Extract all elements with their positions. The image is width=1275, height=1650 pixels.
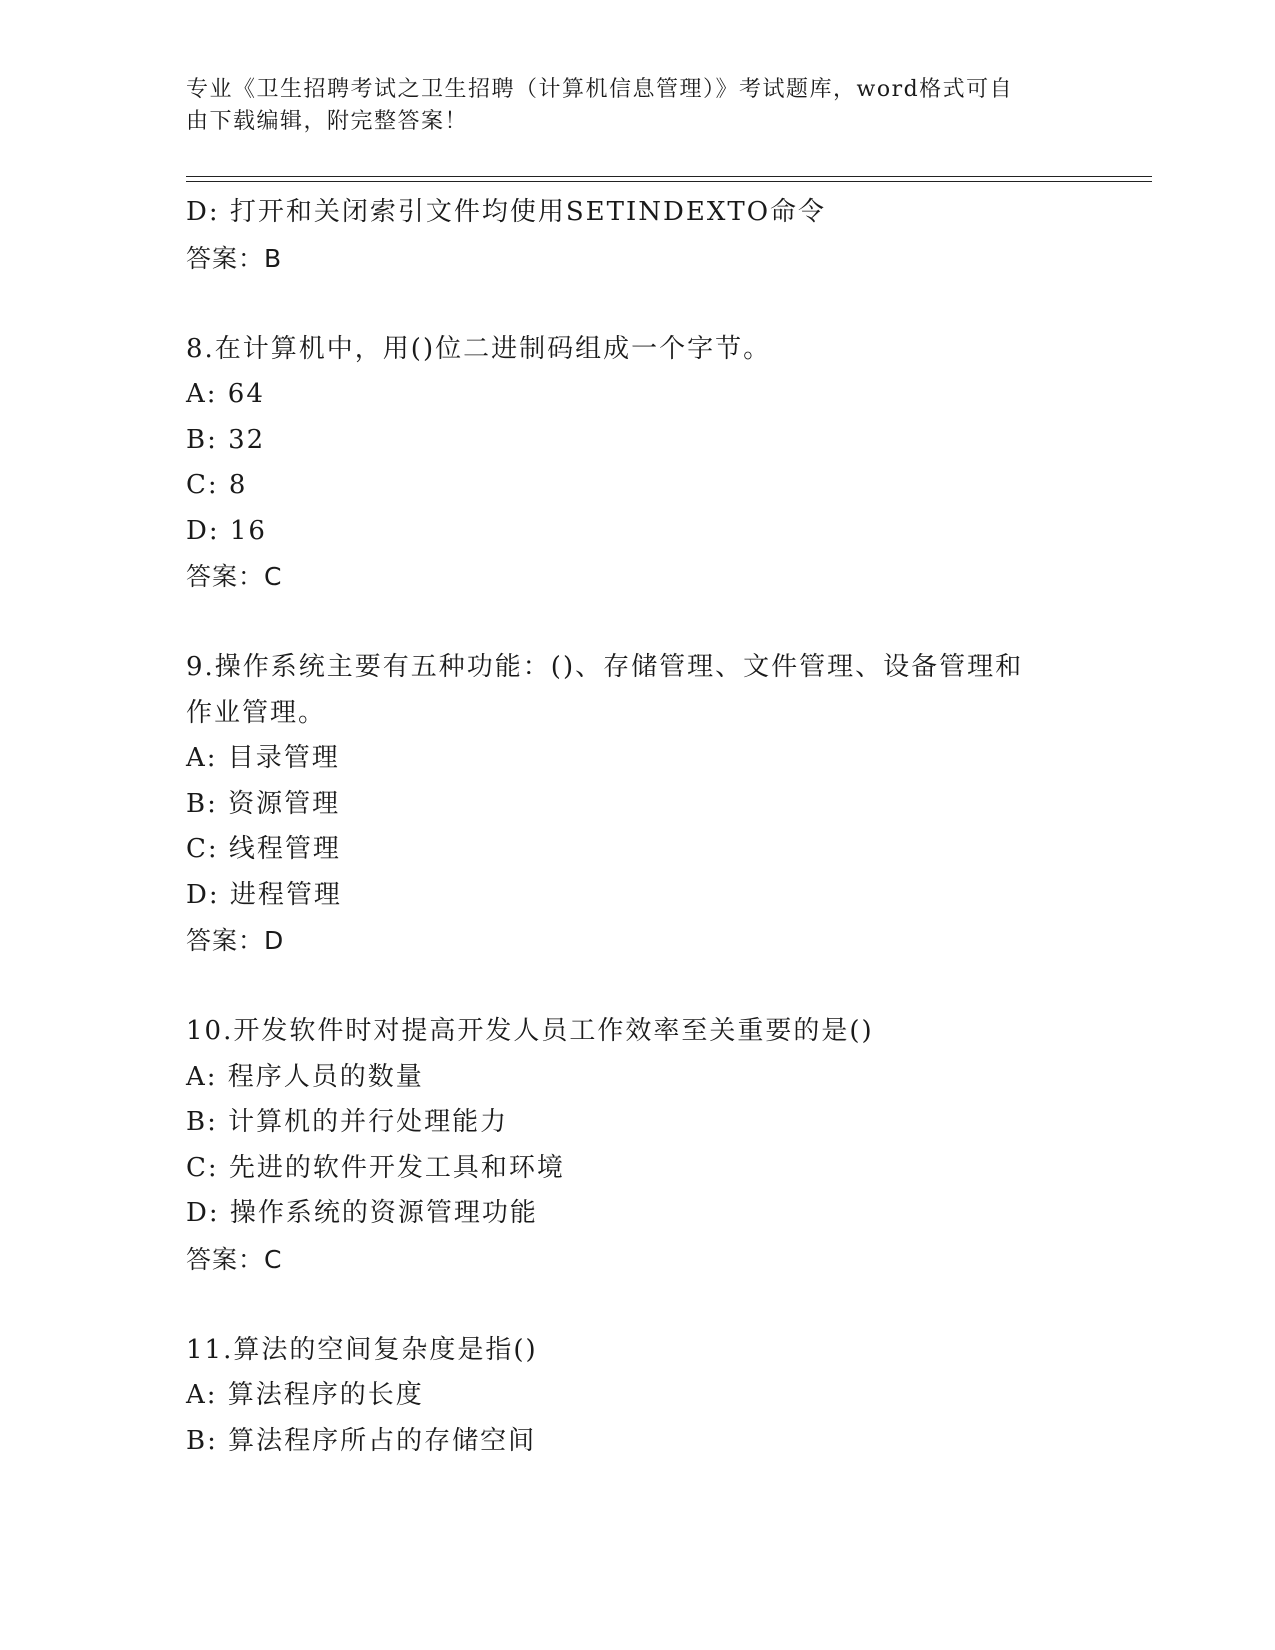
question-text: 9.操作系统主要有五种功能：()、存储管理、文件管理、设备管理和 — [186, 652, 1024, 682]
question-text: 10.开发软件时对提高开发人员工作效率至关重要的是() — [186, 1016, 874, 1046]
answer-line: 答案：C — [186, 562, 283, 591]
option-line: A: 64 — [186, 379, 265, 409]
option-line: B: 资源管理 — [186, 788, 341, 819]
answer-line: 答案：D — [186, 926, 285, 955]
question-text: 作业管理。 — [186, 697, 327, 728]
option-line: D: 进程管理 — [186, 879, 342, 910]
question-text: 11.算法的空间复杂度是指() — [186, 1334, 538, 1365]
option-line: C: 先进的软件开发工具和环境 — [186, 1152, 565, 1183]
question-block — [186, 327, 1086, 600]
question-block — [186, 1328, 1086, 1465]
header-line-1: 专业《卫生招聘考试之卫生招聘（计算机信息管理）》考试题库，word格式可自 — [186, 77, 1014, 102]
question-text: 8.在计算机中，用()位二进制码组成一个字节。 — [186, 333, 772, 364]
option-line: B: 32 — [186, 424, 266, 455]
option-line: D: 16 — [186, 515, 267, 546]
question-block — [186, 645, 1086, 964]
option-line: D: 操作系统的资源管理功能 — [186, 1198, 538, 1228]
answer-line: 答案：C — [186, 1244, 283, 1274]
header-line-2: 由下载编辑，附完整答案！ — [186, 109, 469, 134]
question-list — [186, 190, 1086, 1464]
option-line: B: 算法程序所占的存储空间 — [186, 1425, 537, 1456]
option-line: B: 计算机的并行处理能力 — [186, 1107, 509, 1137]
answer-line: 答案：B — [186, 243, 283, 273]
header-divider-bottom — [186, 181, 1152, 182]
option-line: A: 算法程序的长度 — [186, 1380, 424, 1410]
option-line: A: 目录管理 — [186, 743, 340, 773]
question-block — [186, 1009, 1086, 1282]
document-header — [186, 74, 1066, 138]
question-block — [186, 190, 1086, 281]
option-line: D: 打开和关闭索引文件均使用SETINDEXTO命令 — [186, 197, 827, 227]
option-line: C: 8 — [186, 470, 248, 500]
option-line: A: 程序人员的数量 — [186, 1061, 424, 1092]
option-line: C: 线程管理 — [186, 834, 341, 864]
header-divider-top — [186, 176, 1152, 177]
